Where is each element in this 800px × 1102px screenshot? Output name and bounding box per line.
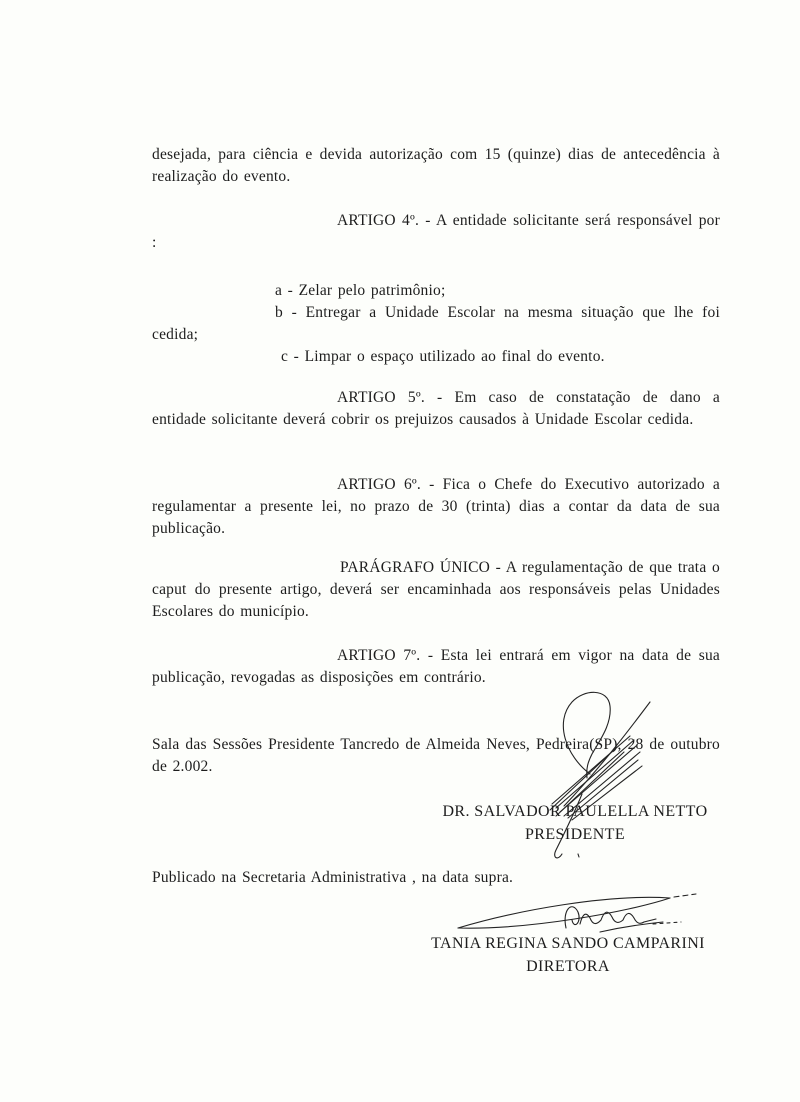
list-item-c: c - Limpar o espaço utilizado ao final do evento. xyxy=(281,348,605,365)
director-name: TANIA REGINA SANDO CAMPARINI xyxy=(431,935,705,952)
paragraph-artigo-6: ARTIGO 6º. - Fica o Chefe do Executivo autorizado a regulamentar a presente lei, no prazo de 30 (trinta) dias a contar da data de sua publicação. xyxy=(152,476,720,537)
paragraph-artigo-5: ARTIGO 5º. - Em caso de constatação de dano a entidade solicitante deverá cobrir os prejuizos causados à Unidade Escolar cedida. xyxy=(152,389,720,428)
list-item-a: a - Zelar pelo patrimônio; xyxy=(275,282,446,299)
president-title: PRESIDENTE xyxy=(525,826,625,843)
director-signatory-block xyxy=(368,932,768,978)
paragraph-intro-continuation: desejada, para ciência e devida autorização com 15 (quinze) dias de antecedência à realização do evento. xyxy=(152,146,720,185)
paragraph-publicado: Publicado na Secretaria Administrativa , na data supra. xyxy=(152,869,514,886)
paragraph-paragrafo-unico: PARÁGRAFO ÚNICO - A regulamentação de que trata o caput do presente artigo, deverá ser encaminhada aos responsáveis pelas Unidades Escolares do município. xyxy=(152,559,720,620)
paragraph-artigo-4: ARTIGO 4º. - A entidade solicitante será responsável por : xyxy=(152,212,720,251)
list-item-b: b - Entregar a Unidade Escolar na mesma situação que lhe foi cedida; xyxy=(152,304,720,343)
paragraph-artigo-7: ARTIGO 7º. - Esta lei entrará em vigor na data de sua publicação, revogadas as disposições em contrário. xyxy=(152,647,720,686)
director-title: DIRETORA xyxy=(526,958,610,975)
president-signatory-block xyxy=(378,800,772,846)
paragraph-session-date: Sala das Sessões Presidente Tancredo de Almeida Neves, Pedreira(SP), 28 de outubro de 2.002. xyxy=(152,736,720,775)
president-name: DR. SALVADOR PAULELLA NETTO xyxy=(442,803,708,820)
